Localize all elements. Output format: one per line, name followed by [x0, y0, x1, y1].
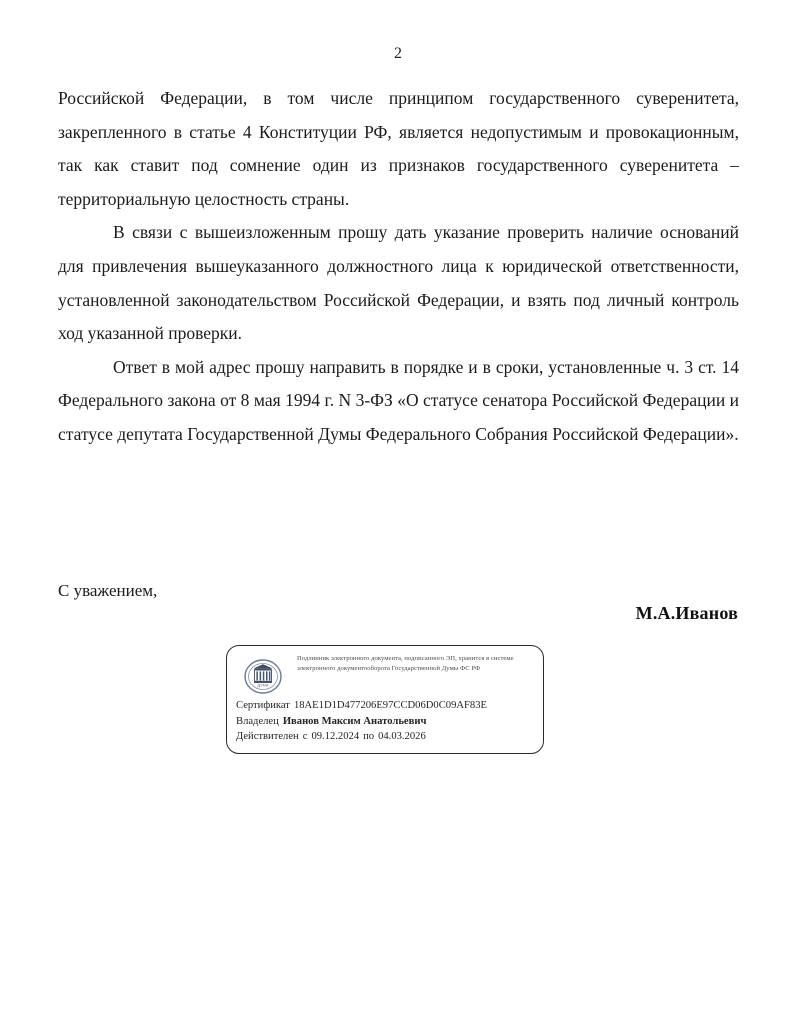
stamp-valid-to-date: 04.03.2026	[378, 731, 426, 743]
signer-name: М.А.Иванов	[635, 603, 738, 623]
page-number: 2	[394, 45, 402, 62]
stamp-note-text: Подлинник электронного документа, подписанного ЭП, хранится в системе электронного документооборота Государственной Думы ФС РФ	[297, 655, 514, 673]
closing-salutation: С уважением,	[58, 581, 158, 600]
paragraph-3: Ответ в мой адрес прошу направить в порядке и в сроки, установленные ч. 3 ст. 14 Федерального закона от 8 мая 1994 г. N 3-ФЗ «О статусе сенатора Российской Федерации и статусе депутата Государственной Думы Федерального Собрания Российской Федерации».	[58, 356, 739, 444]
stamp-details	[236, 698, 536, 745]
stamp-validity-line	[236, 729, 536, 745]
stamp-owner-value: Иванов Максим Анатольевич	[282, 715, 427, 727]
document-body	[58, 82, 739, 452]
stamp-valid-from-date: 09.12.2024	[311, 731, 360, 743]
stamp-valid-to-label: по	[363, 731, 375, 743]
stamp-validity-label: Действителен	[236, 731, 299, 743]
stamp-owner-line	[236, 714, 536, 730]
stamp-certificate-label: Сертификат	[236, 700, 290, 711]
paragraph-1: Российской Федерации, в том числе принципом государственного суверенитета, закрепленного в статье 4 Конституции РФ, является недопустимым и провокационным, так как ставит под сомнение один из признаков государственного суверенитета – территориальную целостность страны.	[58, 88, 739, 209]
electronic-signature-stamp	[226, 645, 544, 754]
paragraph-2: В связи с вышеизложенным прошу дать указание проверить наличие оснований для привлечения вышеуказанного должностного лица к юридической ответственности, установленной законодательством Российской Федерации, и взять под личный контроль ход указанной проверки.	[58, 222, 739, 344]
stamp-valid-from-label: с	[302, 731, 308, 743]
stamp-certificate-value: 18AE1D1D477206E97CCD06D0C09AF83E	[293, 700, 487, 711]
stamp-certificate-line	[236, 698, 536, 714]
svg-text:ДУМА: ДУМА	[257, 683, 269, 688]
state-duma-emblem-icon	[244, 659, 282, 694]
stamp-owner-label: Владелец	[236, 715, 279, 727]
stamp-header	[227, 654, 543, 698]
